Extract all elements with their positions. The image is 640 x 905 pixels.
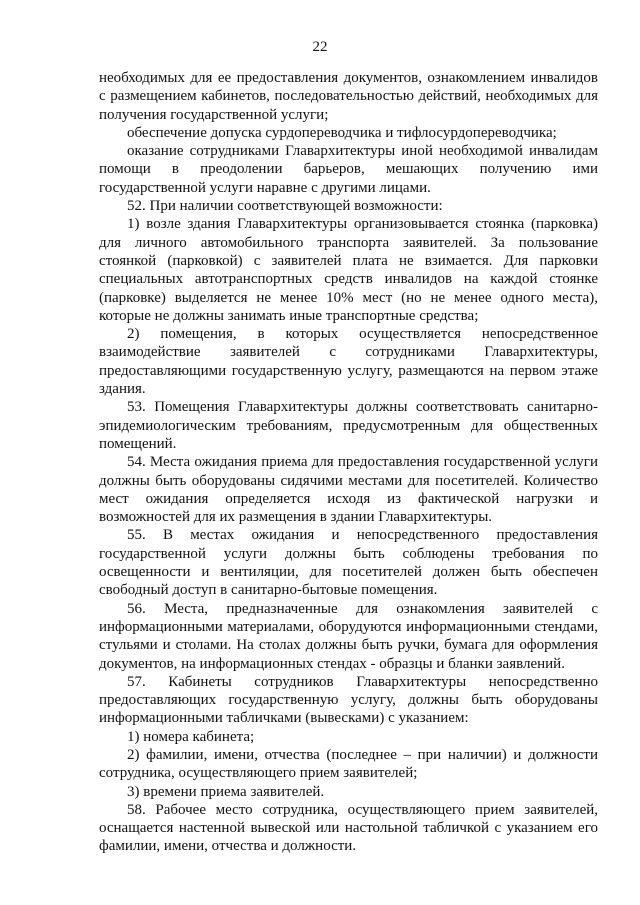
text-line: получения государственной услуги; (99, 106, 329, 123)
text-line: возможностей для их размещения в здании Главархитектуры. (99, 509, 493, 526)
text-line: мест ожидания определяется исходя из фактической нагрузки и (99, 490, 598, 507)
page-number: 22 (312, 39, 328, 55)
text-line: информационными табличками (вывесками) с указанием: (99, 710, 469, 727)
text-line: 2) фамилии, имени, отчества (последнее – при наличии) и должности (127, 746, 598, 763)
text-line: 54. Места ожидания приема для предоставления государственной услуги (127, 454, 598, 471)
text-line: обеспечение допуска сурдопереводчика и тифлосурдопереводчика; (127, 124, 557, 141)
text-line: помещений. (99, 435, 177, 452)
text-line: 1) возле здания Главархитектуры организовывается стоянка (парковка) (127, 216, 598, 233)
text-line: необходимых для ее предоставления документов, ознакомлением инвалидов (99, 70, 598, 86)
text-line: 52. При наличии соответствующей возможности: (127, 198, 443, 215)
text-line: оказание сотрудниками Главархитектуры иной необходимой инвалидам (127, 143, 598, 160)
text-line: помощи в преодолении барьеров, мешающих получению ими (99, 161, 598, 178)
text-line: 55. В местах ожидания и непосредственного предоставления (127, 527, 598, 544)
text-line: фамилии, имени, отчества и должности. (99, 838, 357, 855)
text-line: взаимодействие заявителей с сотрудниками Главархитектуры, (99, 344, 598, 361)
text-line: с размещением кабинетов, последовательностью действий, необходимых для (99, 88, 598, 105)
text-line: 2) помещения, в которых осуществляется непосредственное (127, 326, 598, 343)
text-line: предоставляющих государственную услугу, должны быть оборудованы (99, 692, 598, 709)
text-line: 53. Помещения Главархитектуры должны соответствовать санитарно- (127, 399, 598, 416)
text-line: которые не должны занимать иные транспортные средства; (99, 307, 479, 324)
text-line: предоставляющими государственную услугу, размещаются на первом этаже (99, 362, 598, 379)
text-line: информационными материалами, оборудуются информационными стендами, (99, 618, 598, 635)
text-line: эпидемиологическим требованиям, предусмотренным для общественных (99, 417, 598, 434)
text-line: оснащается настенной вывеской или настольной табличкой с указанием его (99, 820, 598, 837)
text-line: государственной услуги наравне с другими лицами. (99, 179, 431, 196)
text-line: документов, на информационных стендах - образцы и бланки заявлений. (99, 655, 565, 672)
text-line: специальных автотранспортных средств инвалидов на каждой стоянке (99, 271, 598, 288)
text-line: должны быть оборудованы сидячими местами для посетителей. Количество (99, 472, 598, 489)
text-line: 56. Места, предназначенные для ознакомления заявителей с (127, 600, 598, 617)
text-line: государственной услуги должны быть соблюдены требования по (99, 545, 598, 562)
text-line: сотрудника, осуществляющего прием заявителей; (99, 765, 418, 782)
text-line: 1) номера кабинета; (127, 728, 255, 745)
text-line: стоянкой (парковкой) с заявителей плата не взимается. Для парковки (99, 252, 598, 269)
text-line: (парковке) выделяется не менее 10% мест (но не менее одного места), (99, 289, 598, 306)
text-line: свободный доступ в санитарно-бытовые помещения. (99, 582, 438, 599)
text-line: освещенности и вентиляции, для посетителей должен быть обеспечен (99, 564, 598, 581)
text-line: 58. Рабочее место сотрудника, осуществляющего прием заявителей, (127, 801, 598, 818)
text-line: стульями и столами. На столах должны быть ручки, бумага для оформления (99, 637, 598, 654)
text-line: 3) времени приема заявителей. (127, 783, 325, 800)
text-line: здания. (99, 381, 146, 398)
body-text (99, 69, 598, 856)
text-line: для личного автомобильного транспорта заявителей. За пользование (99, 234, 598, 251)
text-line: 57. Кабинеты сотрудников Главархитектуры непосредственно (127, 673, 598, 690)
